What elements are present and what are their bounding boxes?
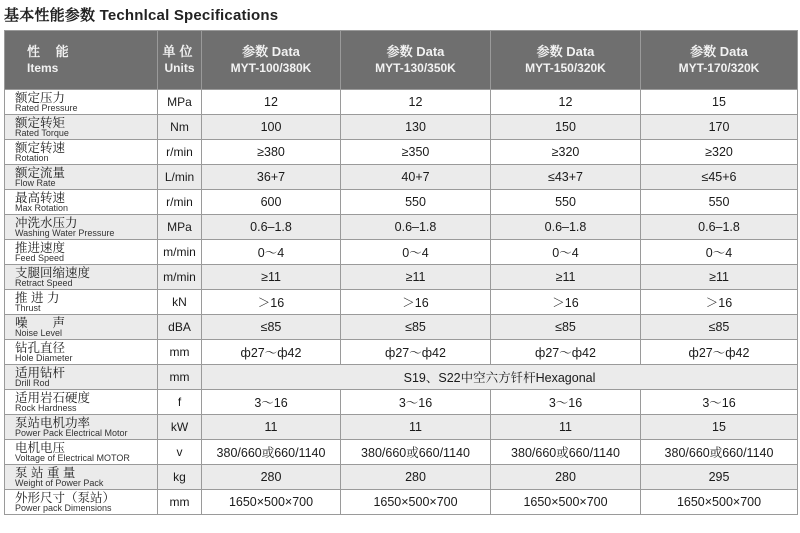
value-cell: 11 xyxy=(491,415,641,440)
value-cell-span: S19、S22中空六方钎杆Hexagonal xyxy=(202,365,798,390)
item-name-cell xyxy=(5,165,158,190)
value-cell: 3～16 xyxy=(341,390,491,415)
value-cell: 280 xyxy=(491,465,641,490)
value-cell: 12 xyxy=(491,90,641,115)
value-cell: 380/660或660/1140 xyxy=(202,440,341,465)
table-row xyxy=(5,390,798,415)
header-items-en: Items xyxy=(27,61,59,75)
value-cell: ≥320 xyxy=(491,140,641,165)
value-cell: 40+7 xyxy=(341,165,491,190)
value-cell: ≥350 xyxy=(341,140,491,165)
item-name-zh: 钻孔直径 xyxy=(15,340,66,355)
value-cell: 0.6–1.8 xyxy=(641,215,798,240)
specifications-table xyxy=(4,30,798,515)
page-title: 基本性能参数 Technlcal Specifications xyxy=(4,7,279,24)
item-name-zh: 额定转速 xyxy=(15,140,66,155)
value-cell: ф27～ф42 xyxy=(202,340,341,365)
item-name-cell xyxy=(5,340,158,365)
value-cell: 280 xyxy=(202,465,341,490)
table-row xyxy=(5,340,798,365)
value-cell: ＞16 xyxy=(491,290,641,315)
header-units-en: Units xyxy=(164,61,195,75)
item-name-zh: 外形尺寸（泵站） xyxy=(15,490,116,505)
unit-cell: Nm xyxy=(158,115,202,140)
header-model-2 xyxy=(341,31,491,90)
value-cell: 0.6–1.8 xyxy=(202,215,341,240)
value-cell: 170 xyxy=(641,115,798,140)
value-cell: 550 xyxy=(341,190,491,215)
unit-cell: kg xyxy=(158,465,202,490)
unit-cell: kN xyxy=(158,290,202,315)
item-name-en: Washing Water Pressure xyxy=(15,227,115,238)
unit-cell: MPa xyxy=(158,90,202,115)
table-row xyxy=(5,165,798,190)
item-name-cell xyxy=(5,265,158,290)
item-name-zh: 额定转矩 xyxy=(15,115,66,130)
unit-cell: dBA xyxy=(158,315,202,340)
header-items xyxy=(5,31,158,90)
value-cell: 550 xyxy=(641,190,798,215)
header-model-label: 参数 Data xyxy=(242,44,300,59)
unit-cell: r/min xyxy=(158,190,202,215)
value-cell: 0.6–1.8 xyxy=(341,215,491,240)
header-model-name: MYT-150/320K xyxy=(525,61,606,75)
unit-cell: f xyxy=(158,390,202,415)
item-name-cell xyxy=(5,315,158,340)
item-name-zh: 额定流量 xyxy=(15,165,66,180)
item-name-en: Voltage of Electrical MOTOR xyxy=(15,452,130,463)
table-row xyxy=(5,490,798,515)
unit-cell: L/min xyxy=(158,165,202,190)
value-cell: ≥11 xyxy=(641,265,798,290)
item-name-zh: 最高转速 xyxy=(15,190,66,205)
table-row xyxy=(5,190,798,215)
value-cell: 150 xyxy=(491,115,641,140)
unit-cell: kW xyxy=(158,415,202,440)
header-model-label: 参数 Data xyxy=(386,44,445,59)
item-name-cell xyxy=(5,240,158,265)
item-name-cell xyxy=(5,440,158,465)
value-cell: ≤85 xyxy=(341,315,491,340)
header-model-4 xyxy=(641,31,798,90)
value-cell: ф27～ф42 xyxy=(491,340,641,365)
table-row xyxy=(5,240,798,265)
unit-cell: MPa xyxy=(158,215,202,240)
value-cell: 11 xyxy=(341,415,491,440)
value-cell: 100 xyxy=(202,115,341,140)
item-name-en: Rock Hardness xyxy=(15,402,77,413)
value-cell: 11 xyxy=(202,415,341,440)
item-name-cell xyxy=(5,190,158,215)
table-row xyxy=(5,140,798,165)
item-name-cell xyxy=(5,365,158,390)
item-name-en: Rotation xyxy=(15,152,49,163)
table-row xyxy=(5,440,798,465)
item-name-en: Rated Pressure xyxy=(15,102,78,113)
value-cell: ＞16 xyxy=(341,290,491,315)
header-units xyxy=(158,31,202,90)
header-model-3 xyxy=(491,31,641,90)
value-cell: 380/660或660/1140 xyxy=(341,440,491,465)
value-cell: 295 xyxy=(641,465,798,490)
value-cell: ф27～ф42 xyxy=(341,340,491,365)
item-name-en: Noise Level xyxy=(15,327,63,338)
value-cell: 3～16 xyxy=(202,390,341,415)
value-cell: ≥320 xyxy=(641,140,798,165)
item-name-cell xyxy=(5,215,158,240)
unit-cell: mm xyxy=(158,340,202,365)
item-name-cell xyxy=(5,465,158,490)
header-model-name: MYT-130/350K xyxy=(375,61,456,75)
value-cell: ≤85 xyxy=(641,315,798,340)
item-name-en: Power Pack Electrical Motor xyxy=(15,427,128,438)
value-cell: ≤45+6 xyxy=(641,165,798,190)
value-cell: ≥11 xyxy=(341,265,491,290)
table-row xyxy=(5,315,798,340)
value-cell: 0～4 xyxy=(202,240,341,265)
table-row xyxy=(5,215,798,240)
value-cell: 0～4 xyxy=(491,240,641,265)
item-name-en: Hole Diameter xyxy=(15,352,73,363)
value-cell: ＞16 xyxy=(641,290,798,315)
value-cell: ≤85 xyxy=(202,315,341,340)
table-row xyxy=(5,365,798,390)
value-cell: 130 xyxy=(341,115,491,140)
unit-cell: r/min xyxy=(158,140,202,165)
item-name-zh: 电机电压 xyxy=(15,440,66,455)
item-name-cell xyxy=(5,415,158,440)
header-units-zh: 单位 xyxy=(162,44,197,59)
header-items-zh: 性 能 xyxy=(27,44,75,59)
item-name-cell xyxy=(5,290,158,315)
unit-cell: v xyxy=(158,440,202,465)
value-cell: 600 xyxy=(202,190,341,215)
value-cell: 550 xyxy=(491,190,641,215)
value-cell: ф27～ф42 xyxy=(641,340,798,365)
item-name-zh: 冲洗水压力 xyxy=(15,215,78,230)
value-cell: 380/660或660/1140 xyxy=(491,440,641,465)
item-name-en: Feed Speed xyxy=(15,252,65,263)
item-name-en: Drill Rod xyxy=(15,377,50,388)
item-name-cell xyxy=(5,390,158,415)
header-model-name: MYT-170/320K xyxy=(678,61,760,75)
item-name-zh: 泵 站 重 量 xyxy=(15,465,76,480)
value-cell: 0～4 xyxy=(641,240,798,265)
item-name-zh: 支腿回缩速度 xyxy=(15,265,91,280)
item-name-cell xyxy=(5,115,158,140)
value-cell: ≥380 xyxy=(202,140,341,165)
value-cell: 36+7 xyxy=(202,165,341,190)
item-name-zh: 适用岩石硬度 xyxy=(15,390,91,405)
value-cell: 280 xyxy=(341,465,491,490)
value-cell: 0.6–1.8 xyxy=(491,215,641,240)
value-cell: ≥11 xyxy=(491,265,641,290)
unit-cell: m/min xyxy=(158,240,202,265)
table-row xyxy=(5,265,798,290)
item-name-zh: 额定压力 xyxy=(15,90,66,105)
value-cell: 1650×500×700 xyxy=(341,490,491,515)
value-cell: 12 xyxy=(202,90,341,115)
header-model-1 xyxy=(202,31,341,90)
table-row xyxy=(5,415,798,440)
item-name-zh: 适用钻杆 xyxy=(15,365,66,380)
item-name-en: Rated Torque xyxy=(15,127,69,138)
item-name-en: Weight of Power Pack xyxy=(15,477,104,488)
value-cell: 0～4 xyxy=(341,240,491,265)
item-name-cell xyxy=(5,90,158,115)
table-row xyxy=(5,290,798,315)
item-name-cell xyxy=(5,140,158,165)
value-cell: 12 xyxy=(341,90,491,115)
table-body xyxy=(5,90,798,515)
header-model-label: 参数 Data xyxy=(536,44,595,59)
item-name-zh: 泵站电机功率 xyxy=(15,415,91,430)
value-cell: 1650×500×700 xyxy=(641,490,798,515)
item-name-zh: 推 进 力 xyxy=(15,290,60,305)
value-cell: 1650×500×700 xyxy=(202,490,341,515)
value-cell: ≥11 xyxy=(202,265,341,290)
item-name-en: Flow Rate xyxy=(15,177,56,188)
header-model-label: 参数 Data xyxy=(690,44,748,59)
unit-cell: mm xyxy=(158,365,202,390)
value-cell: ≤85 xyxy=(491,315,641,340)
value-cell: ＞16 xyxy=(202,290,341,315)
value-cell: 3～16 xyxy=(641,390,798,415)
item-name-en: Thrust xyxy=(15,302,41,313)
value-cell: 15 xyxy=(641,90,798,115)
item-name-cell xyxy=(5,490,158,515)
table-row xyxy=(5,90,798,115)
header-model-name: MYT-100/380K xyxy=(230,61,312,75)
table-row xyxy=(5,465,798,490)
item-name-en: Power pack Dimensions xyxy=(15,502,112,513)
unit-cell: mm xyxy=(158,490,202,515)
value-cell: 15 xyxy=(641,415,798,440)
value-cell: 1650×500×700 xyxy=(491,490,641,515)
value-cell: 3～16 xyxy=(491,390,641,415)
item-name-zh: 推进速度 xyxy=(15,240,66,255)
value-cell: ≤43+7 xyxy=(491,165,641,190)
item-name-en: Retract Speed xyxy=(15,277,73,288)
item-name-en: Max Rotation xyxy=(15,202,69,213)
unit-cell: m/min xyxy=(158,265,202,290)
value-cell: 380/660或660/1140 xyxy=(641,440,798,465)
item-name-zh: 噪 声 xyxy=(15,315,66,330)
header-row xyxy=(5,31,798,90)
table-row xyxy=(5,115,798,140)
